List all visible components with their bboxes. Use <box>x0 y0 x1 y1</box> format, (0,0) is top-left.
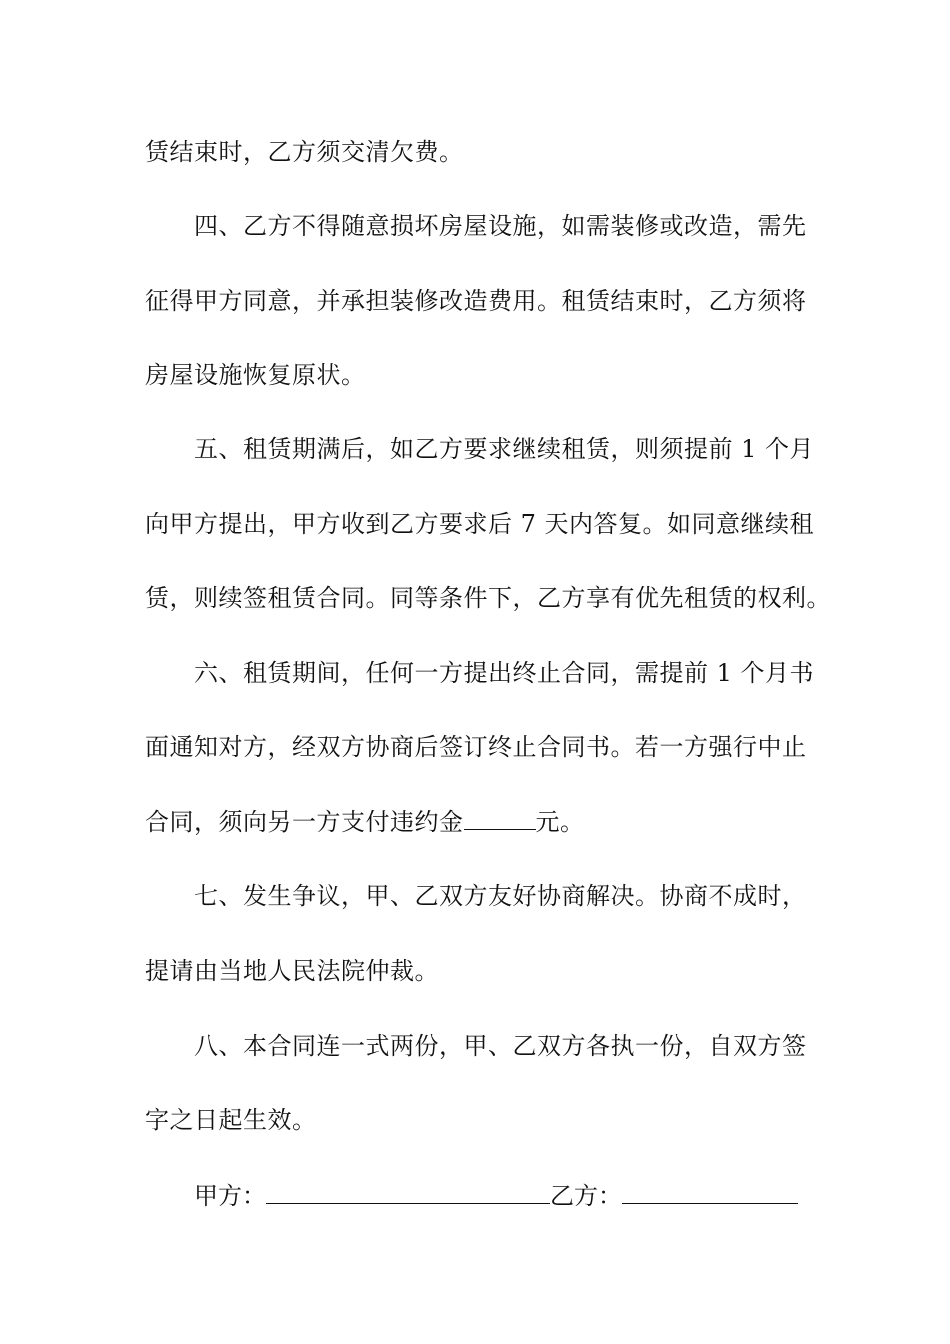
party-b-label: 乙方： <box>550 1182 622 1210</box>
party-a-label: 甲方： <box>194 1182 266 1210</box>
clause-six-line-2: 面通知对方，经双方协商后签订终止合同书。若一方强行中止 <box>145 733 807 761</box>
clause-five-line-3: 赁，则续签租赁合同。同等条件下，乙方享有优先租赁的权利。 <box>145 584 831 612</box>
penalty-text-suffix: 元。 <box>535 808 585 836</box>
clause-six-line-1: 六、租赁期间，任何一方提出终止合同，需提前 1 个月书 <box>194 659 815 687</box>
paragraph-line: 赁结束时，乙方须交清欠费。 <box>145 138 464 166</box>
party-a-signature-blank[interactable] <box>266 1181 550 1204</box>
clause-eight-line-2: 字之日起生效。 <box>145 1106 317 1134</box>
clause-four-line-2: 征得甲方同意，并承担装修改造费用。租赁结束时，乙方须将 <box>145 287 807 315</box>
clause-five-line-1: 五、租赁期满后，如乙方要求继续租赁，则须提前 1 个月 <box>194 435 815 463</box>
penalty-amount-blank[interactable] <box>464 807 536 830</box>
clause-four-line-3: 房屋设施恢复原状。 <box>145 361 366 389</box>
clause-five-line-2: 向甲方提出，甲方收到乙方要求后 7 天内答复。如同意继续租 <box>145 510 815 538</box>
clause-seven-line-1: 七、发生争议，甲、乙双方友好协商解决。协商不成时， <box>194 882 807 910</box>
signature-row <box>194 1180 815 1212</box>
penalty-text-prefix: 合同，须向另一方支付违约金 <box>145 808 464 836</box>
clause-seven-line-2: 提请由当地人民法院仲裁。 <box>145 957 439 985</box>
party-b-signature-blank[interactable] <box>622 1181 798 1204</box>
clause-eight-line-1: 八、本合同连一式两份，甲、乙双方各执一份，自双方签 <box>194 1032 807 1060</box>
clause-six-line-3 <box>145 806 815 838</box>
clause-four-line-1: 四、乙方不得随意损坏房屋设施，如需装修或改造，需先 <box>194 212 807 240</box>
